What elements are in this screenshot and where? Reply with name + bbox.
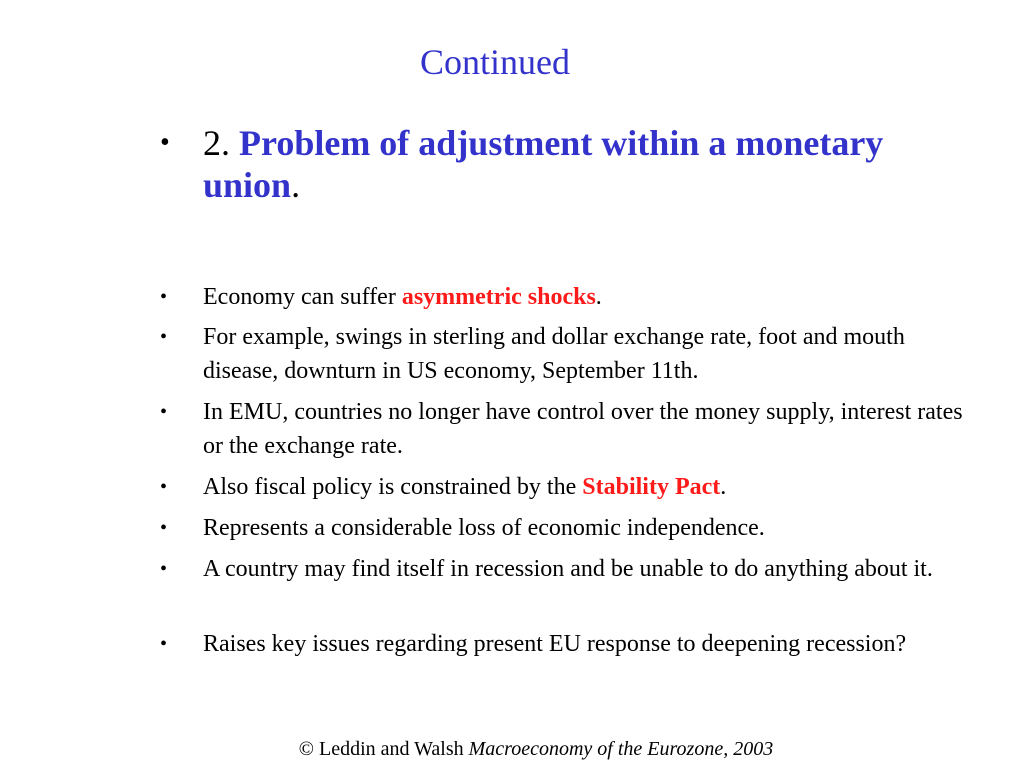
bullet-text: In EMU, countries no longer have control over the money supply, interest rates or the exchange rate. bbox=[203, 399, 963, 459]
main-point-heading: Problem of adjustment within a monetary union bbox=[203, 123, 884, 205]
bullet-icon: • bbox=[160, 558, 168, 580]
bullet-text-pre: Economy can suffer bbox=[203, 284, 402, 310]
bullet-icon: • bbox=[160, 517, 168, 539]
bullet-icon: • bbox=[160, 326, 168, 348]
bullet-icon: • bbox=[160, 633, 168, 655]
bullet-text bbox=[203, 470, 973, 504]
bullet-text: Represents a considerable loss of economic independence. bbox=[203, 515, 765, 541]
bullet-text-post: . bbox=[595, 284, 602, 310]
bullet-icon: • bbox=[160, 127, 170, 158]
footer-citation bbox=[0, 736, 1024, 762]
footer-source: Macroeconomy of the Eurozone, 2003 bbox=[468, 738, 774, 760]
main-point-number: 2. bbox=[203, 123, 230, 163]
main-point-text bbox=[203, 122, 973, 206]
bullet-icon: • bbox=[160, 286, 168, 308]
bullet-text: Raises key issues regarding present EU response to deepening recession? bbox=[203, 631, 907, 657]
bullet-text-pre: Also fiscal policy is constrained by the bbox=[203, 474, 583, 500]
bullet-icon: • bbox=[160, 401, 168, 423]
bullet-text: A country may find itself in recession and be unable to do anything about it. bbox=[203, 556, 933, 582]
slide-title: Continued bbox=[420, 42, 570, 82]
emphasis-term: Stability Pact bbox=[582, 474, 721, 500]
emphasis-term: asymmetric shocks bbox=[401, 284, 596, 310]
bullet-text: For example, swings in sterling and dollar exchange rate, foot and mouth disease, downturn in US economy, September 11th. bbox=[203, 324, 905, 384]
main-point-trailing: . bbox=[291, 165, 301, 205]
bullet-text bbox=[203, 280, 973, 314]
footer-credit: © Leddin and Walsh bbox=[298, 738, 469, 760]
bullet-icon: • bbox=[160, 476, 168, 498]
bullet-text-post: . bbox=[720, 474, 727, 500]
